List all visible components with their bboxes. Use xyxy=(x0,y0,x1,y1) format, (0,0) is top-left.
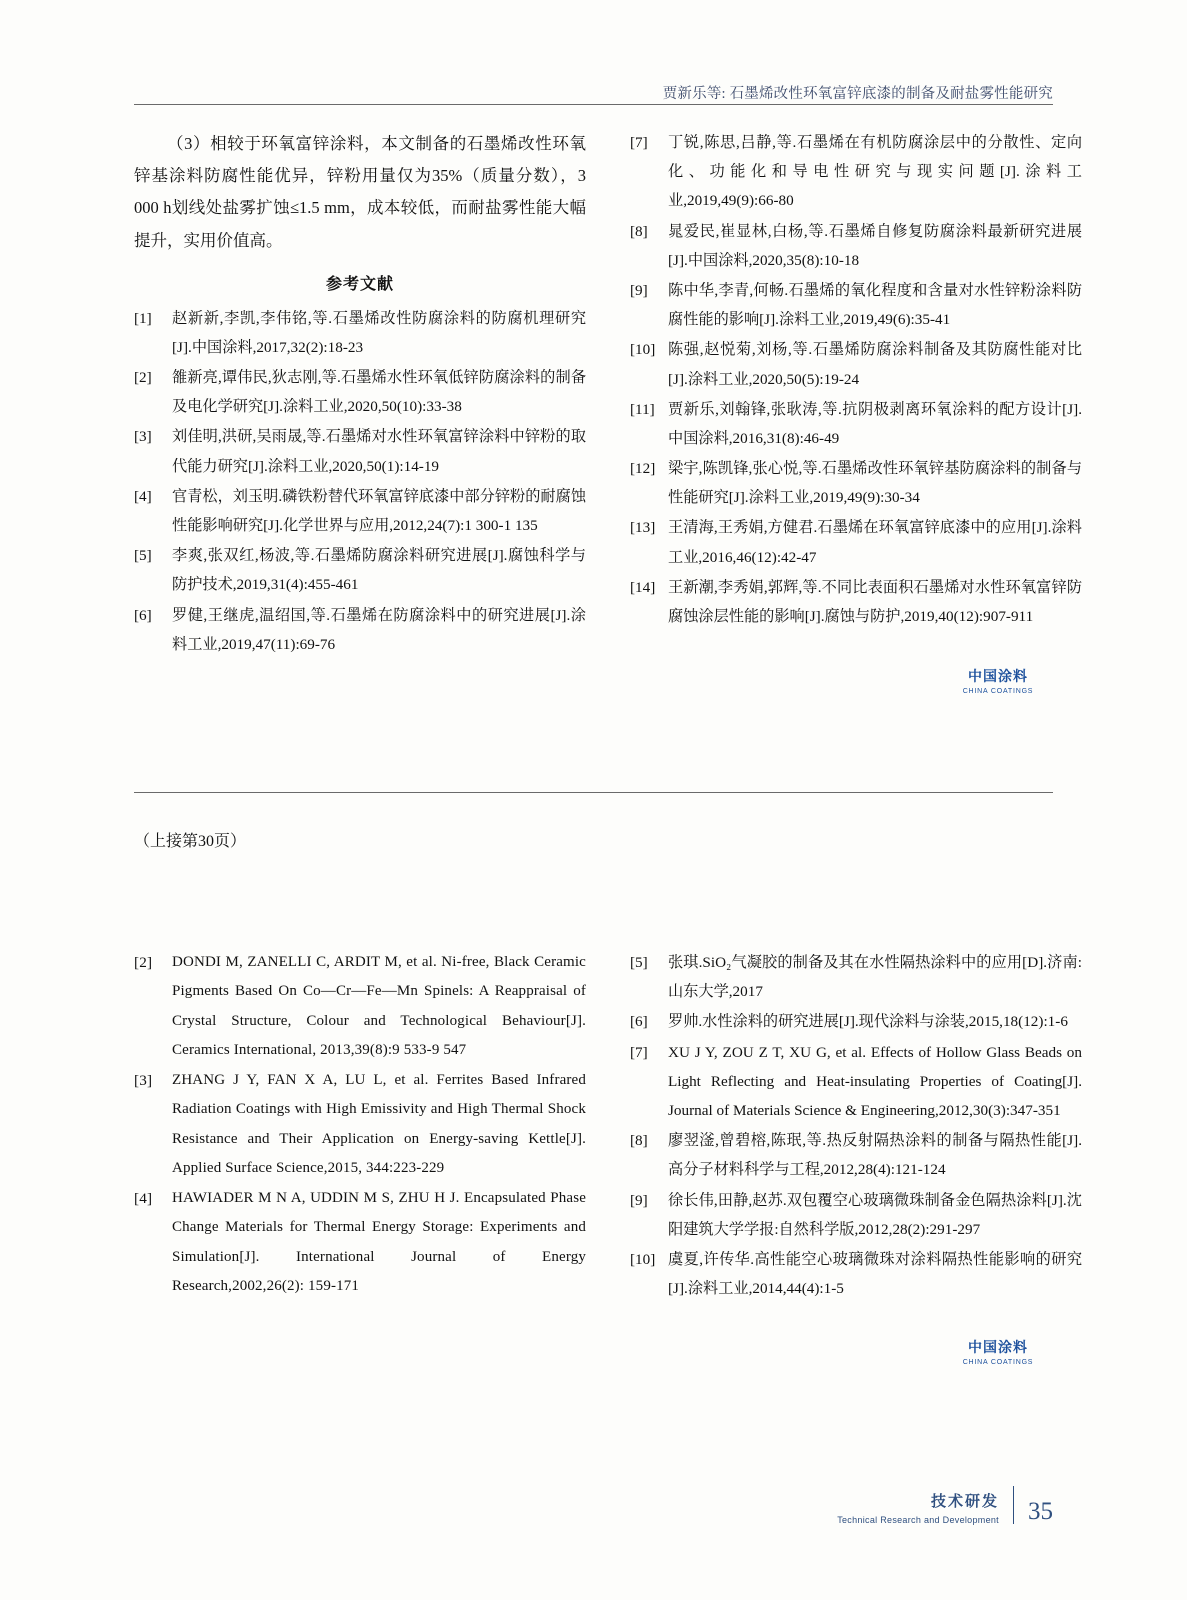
footer-section-en: Technical Research and Development xyxy=(837,1515,999,1526)
reference-number: [9] xyxy=(630,281,648,299)
page-number: 35 xyxy=(1028,1498,1053,1525)
reference-text: ZHANG J Y, FAN X A, LU L, et al. Ferrites Based Infrared Radiation Coatings with High Emissivity and High Thermal Shock Resistance and Their Application on Energy-saving Kettle[J]. Applied Surface Science,2015, 344:223-229 xyxy=(172,1072,586,1176)
footer-section-label xyxy=(837,1493,999,1526)
list-item xyxy=(630,573,1082,631)
conclusion-paragraph: （3）相较于环氧富锌涂料，本文制备的石墨烯改性环氧锌基涂料防腐性能优异，锌粉用量仅为35%（质量分数），3 000 h划线处盐雾扩蚀≤1.5 mm，成本较低，而耐盐雾性能大幅提升，实用价值高。 xyxy=(134,134,586,250)
article-two-columns xyxy=(134,948,1082,1304)
reference-number: [3] xyxy=(134,428,152,446)
china-coatings-logo-second xyxy=(955,1339,1041,1366)
reference-number: [3] xyxy=(134,1072,153,1089)
article-divider-rule xyxy=(134,792,1053,793)
list-item xyxy=(134,422,586,480)
reference-list-left-en xyxy=(134,948,586,1301)
reference-number: [13] xyxy=(630,519,656,537)
reference-number: [4] xyxy=(134,1190,153,1207)
reference-text: 梁宇,陈凯锋,张心悦,等.石墨烯改性环氧锌基防腐涂料的制备与性能研究[J].涂料工业,2019,49(9):30-34 xyxy=(668,460,1082,507)
list-item xyxy=(630,1245,1082,1303)
top-rule xyxy=(134,104,1053,105)
reference-list-right xyxy=(630,128,1082,631)
article-one-left-column xyxy=(134,128,586,660)
reference-text: 雒新亮,谭伟民,狄志刚,等.石墨烯水性环氧低锌防腐涂料的制备及电化学研究[J].涂料工业,2020,50(10):33-38 xyxy=(172,369,586,416)
reference-number: [1] xyxy=(134,309,152,327)
running-head: 贾新乐等: 石墨烯改性环氧富锌底漆的制备及耐盐雾性能研究 xyxy=(662,86,1053,102)
reference-number: [4] xyxy=(134,487,152,505)
reference-number: [8] xyxy=(630,222,648,240)
logo-cn-text: 中国涂料 xyxy=(968,1341,1028,1356)
footer-section-cn: 技术研发 xyxy=(930,1494,999,1511)
reference-number: [11] xyxy=(630,400,655,418)
list-item xyxy=(134,541,586,599)
reference-text: 虞夏,许传华.高性能空心玻璃微珠对涂料隔热性能影响的研究[J].涂料工业,2014,44(4):1-5 xyxy=(668,1250,1082,1298)
list-item xyxy=(134,601,586,659)
reference-number: [10] xyxy=(630,1250,656,1268)
list-item xyxy=(630,513,1082,571)
reference-text: 罗健,王继虎,温绍国,等.石墨烯在防腐涂料中的研究进展[J].涂料工业,2019,47(11):69-76 xyxy=(172,606,586,653)
list-item xyxy=(630,395,1082,453)
list-item xyxy=(134,482,586,540)
list-item xyxy=(134,363,586,421)
list-item xyxy=(630,1186,1082,1244)
reference-number: [5] xyxy=(630,954,648,971)
list-item xyxy=(630,128,1082,216)
list-item xyxy=(134,948,586,1065)
reference-number: [7] xyxy=(630,134,648,151)
list-item xyxy=(630,335,1082,393)
reference-number: [10] xyxy=(630,341,656,359)
list-item xyxy=(630,1007,1082,1036)
references-heading: 参考文献 xyxy=(325,275,394,293)
logo-en-text: CHINA COATINGS xyxy=(962,687,1034,695)
reference-number: [6] xyxy=(134,606,152,624)
article-one-columns xyxy=(134,128,1082,660)
reference-text: 罗帅.水性涂料的研究进展[J].现代涂料与涂装,2015,18(12):1-6 xyxy=(668,1013,1068,1031)
article-two-left-column xyxy=(134,948,586,1304)
logo-cn-text: 中国涂料 xyxy=(968,670,1028,685)
reference-text: 徐长伟,田静,赵苏.双包覆空心玻璃微珠制备金色隔热涂料[J].沈阳建筑大学学报:自然科学版,2012,28(2):291-297 xyxy=(668,1191,1082,1238)
reference-text: 李爽,张双红,杨波,等.石墨烯防腐涂料研究进展[J].腐蚀科学与防护技术,2019,31(4):455-461 xyxy=(172,547,586,594)
reference-text: 官青松，刘玉明.磷铁粉替代环氧富锌底漆中部分锌粉的耐腐蚀性能影响研究[J].化学世界与应用,2012,24(7):1 300-1 135 xyxy=(172,487,586,534)
reference-text: XU J Y, ZOU Z T, XU G, et al. Effects of Hollow Glass Beads on Light Reflecting and Heat-insulating Properties of Coating[J]. Journal of Materials Science & Engineering,2012,30(3):347-351 xyxy=(668,1043,1082,1119)
reference-number: [7] xyxy=(630,1043,648,1061)
reference-text: 廖翌滏,曾碧榕,陈珉,等.热反射隔热涂料的制备与隔热性能[J].高分子材料科学与工程,2012,28(4):121-124 xyxy=(668,1132,1082,1179)
reference-number: [8] xyxy=(630,1132,648,1150)
reference-text: 王清海,王秀娟,方健君.石墨烯在环氧富锌底漆中的应用[J].涂料工业,2016,46(12):42-47 xyxy=(668,519,1082,566)
china-coatings-logo xyxy=(955,668,1041,695)
reference-text: 贾新乐,刘翰锋,张耿涛,等.抗阴极剥离环氧涂料的配方设计[J].中国涂料,2016,31(8):46-49 xyxy=(668,400,1082,447)
list-item xyxy=(630,217,1082,275)
reference-text: 丁锐,陈思,吕静,等.石墨烯在有机防腐涂层中的分散性、定向化、功能化和导电性研究与现实问题[J].涂料工业,2019,49(9):66-80 xyxy=(668,134,1082,210)
reference-text: 刘佳明,洪研,吴雨晟,等.石墨烯对水性环氧富锌涂料中锌粉的取代能力研究[J].涂料工业,2020,50(1):14-19 xyxy=(172,428,586,475)
reference-number: [9] xyxy=(630,1191,648,1209)
reference-list-right-2 xyxy=(630,948,1082,1303)
reference-text: 陈中华,李青,何畅.石墨烯的氧化程度和含量对水性锌粉涂料防腐性能的影响[J].涂料工业,2019,49(6):35-41 xyxy=(668,281,1082,329)
reference-list-left xyxy=(134,304,586,659)
reference-text: HAWIADER M N A, UDDIN M S, ZHU H J. Encapsulated Phase Change Materials for Thermal Energy Storage: Experiments and Simulation[J]. International Journal of Energy Research,2002,26(2): 159-171 xyxy=(172,1190,586,1294)
list-item xyxy=(630,454,1082,512)
page-footer xyxy=(837,1486,1053,1526)
list-item xyxy=(134,1066,586,1183)
continuation-note: （上接第30页） xyxy=(134,833,247,850)
list-item xyxy=(630,1126,1082,1184)
reference-number: [12] xyxy=(630,460,656,478)
reference-number: [2] xyxy=(134,369,152,387)
footer-divider xyxy=(1013,1486,1014,1524)
list-item xyxy=(134,1184,586,1301)
list-item xyxy=(630,948,1082,1006)
reference-number: [5] xyxy=(134,547,152,565)
logo-en-text: CHINA COATINGS xyxy=(962,1358,1034,1366)
reference-text: 陈强,赵悦菊,刘杨,等.石墨烯防腐涂料制备及其防腐性能对比[J].涂料工业,2020,50(5):19-24 xyxy=(668,341,1082,388)
list-item xyxy=(134,304,586,362)
article-two-right-column xyxy=(630,948,1082,1304)
article-one-right-column xyxy=(630,128,1082,660)
reference-text: 赵新新,李凯,李伟铭,等.石墨烯改性防腐涂料的防腐机理研究[J].中国涂料,2017,32(2):18-23 xyxy=(172,309,586,356)
reference-number: [2] xyxy=(134,954,153,971)
reference-number: [14] xyxy=(630,578,656,596)
reference-text: 张琪.SiO₂气凝胶的制备及其在水性隔热涂料中的应用[D].济南:山东大学,2017 xyxy=(668,954,1082,1001)
reference-number: [6] xyxy=(630,1013,648,1031)
reference-text: 晁爱民,崔显林,白杨,等.石墨烯自修复防腐涂料最新研究进展[J].中国涂料,2020,35(8):10-18 xyxy=(668,222,1082,269)
reference-text: 王新潮,李秀娟,郭辉,等.不同比表面积石墨烯对水性环氧富锌防腐蚀涂层性能的影响[J].腐蚀与防护,2019,40(12):907-911 xyxy=(668,578,1082,625)
reference-text: DONDI M, ZANELLI C, ARDIT M, et al. Ni-free, Black Ceramic Pigments Based On Co—Cr—Fe—Mn Spinels: A Reappraisal of Crystal Structure, Colour and Technological Behaviour[J]. Ceramics International, 2013,39(8):9 533-9 547 xyxy=(172,954,586,1058)
list-item xyxy=(630,1038,1082,1126)
list-item xyxy=(630,276,1082,334)
